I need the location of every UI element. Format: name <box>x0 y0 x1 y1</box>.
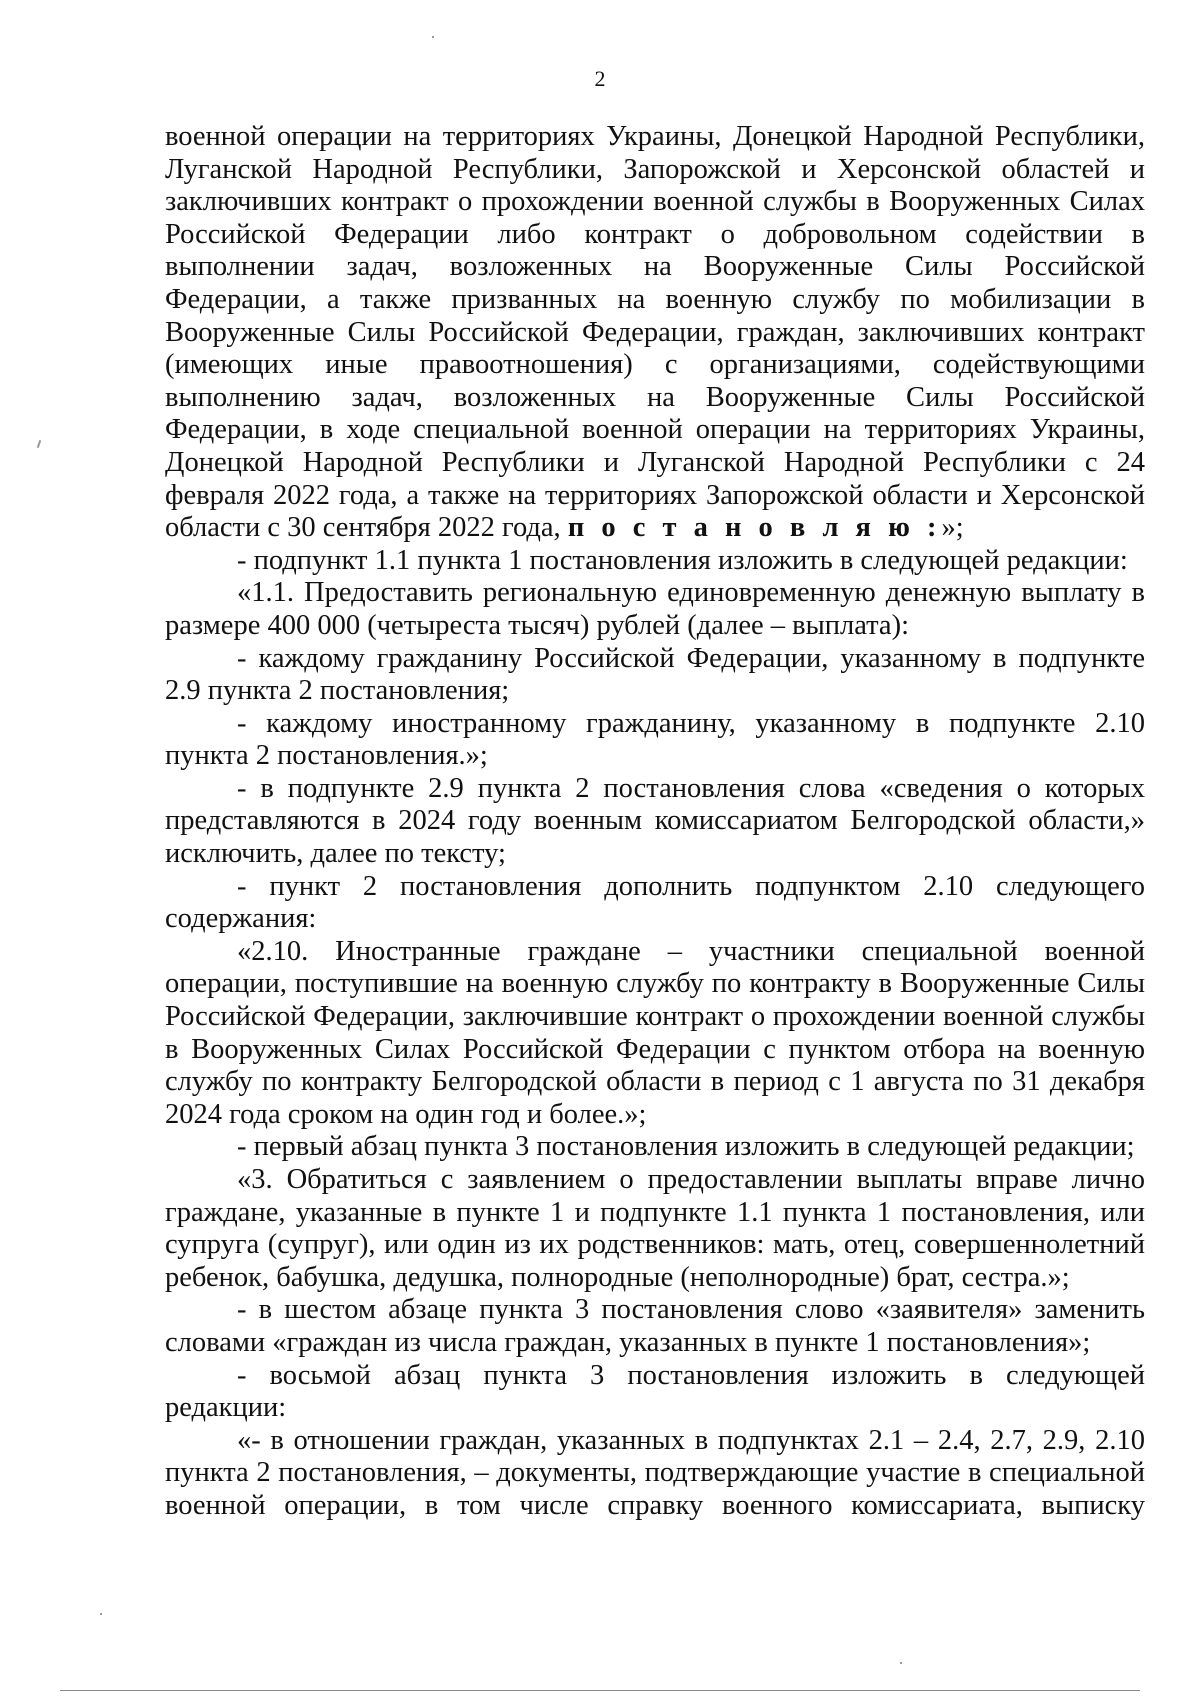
paragraph-intro <box>165 121 1145 545</box>
paragraph-1-1: «1.1. Предоставить региональную единовременную денежную выплату в размере 400 000 (четыреста тысяч) рублей (далее – выплата): <box>165 577 1145 641</box>
paragraph-citizen-rf: - каждому гражданину Российской Федерации, указанному в подпункте 2.9 пункта 2 постановления; <box>165 642 1145 707</box>
paragraph-amend-2-9: - в подпункте 2.9 пункта 2 постановления слова «сведения о которых представляются в 2024 году военным комиссариатом Белгородской области,» исключить, далее по тексту; <box>165 772 1145 870</box>
paragraph-amend-3-sixth: - в шестом абзаце пункта 3 постановления слово «заявителя» заменить словами «граждан из числа граждан, указанных в пункте 1 постановления»; <box>165 1294 1145 1358</box>
paragraph-amend-3-first: - первый абзац пункта 3 постановления изложить в следующей редакции; <box>237 1131 1135 1163</box>
paragraph-3: «3. Обратиться с заявлением о предоставлении выплаты вправе лично граждане, указанные в пункте 1 и подпункте 1.1 пункта 1 постановления, или супруга (супруг), или один из их родственников: мать, отец, совершеннолетний ребенок, бабушка, дедушка, полнородные (неполнородные) брат, сестра.»; <box>165 1164 1145 1293</box>
paragraph-amend-3-eighth: - восьмой абзац пункта 3 постановления изложить в следующей редакции: <box>165 1359 1145 1424</box>
scan-speck <box>100 1613 102 1615</box>
paragraph-intro-text: военной операции на территориях Украины, Донецкой Народной Республики, Луганской Народной Республики, Запорожской и Херсонской областей и заключивших контракт о прохождении военной службы в Вооруженных Силах Российской Федерации либо контракт о добровольном содействии в выполнении задач, возложенных на Вооруженные Силы Российской Федерации, а также призванных на военную службу по мобилизации в Вооруженные Силы Российской Федерации, граждан, заключивших контракт (имеющих иные правоотношения) с организациями, содействующими выполнению задач, возложенных на Вооруженные Силы Российской Федерации, в ходе специальной военной операции на территориях Украины, Донецкой Народной Республики и Луганской Народной Республики с 24 февраля 2022 года, а также на территориях Запорожской области и Херсонской области с 30 сентября 2022 года, <box>165 121 1145 544</box>
paragraph-documents: «- в отношении граждан, указанных в подпунктах 2.1 – 2.4, 2.7, 2.9, 2.10 пункта 2 постановления, – документы, подтверждающие участие в специальной военной операции, в том числе справку военного комиссариата, выписку <box>165 1424 1145 1521</box>
scan-speck <box>432 36 434 38</box>
scan-speck <box>37 440 42 448</box>
paragraph-add-2-10: - пункт 2 постановления дополнить подпунктом 2.10 следующего содержания: <box>165 870 1145 935</box>
paragraph-2-10: «2.10. Иностранные граждане – участники специальной военной операции, поступившие на военную службу по контракту в Вооруженные Силы Российской Федерации, заключившие контракт о прохождении военной службы в Вооруженных Силах Российской Федерации с пунктом отбора на военную службу по контракту Белгородской области в период с 1 августа по 31 декабря 2024 года сроком на один год и более.»; <box>165 935 1145 1130</box>
document-body <box>165 121 1145 1523</box>
resolution-keyword: п о с т а н о в л я ю : <box>567 512 942 544</box>
scan-edge-line <box>60 1690 1140 1691</box>
paragraph-intro-tail: »; <box>941 512 964 544</box>
page-number: 2 <box>594 66 606 91</box>
paragraph-amend-1-1: - подпункт 1.1 пункта 1 постановления изложить в следующей редакции: <box>237 544 1128 576</box>
paragraph-foreign-citizen: - каждому иностранному гражданину, указанному в подпункте 2.10 пункта 2 постановления.»; <box>165 707 1145 772</box>
scan-speck <box>900 1662 902 1664</box>
